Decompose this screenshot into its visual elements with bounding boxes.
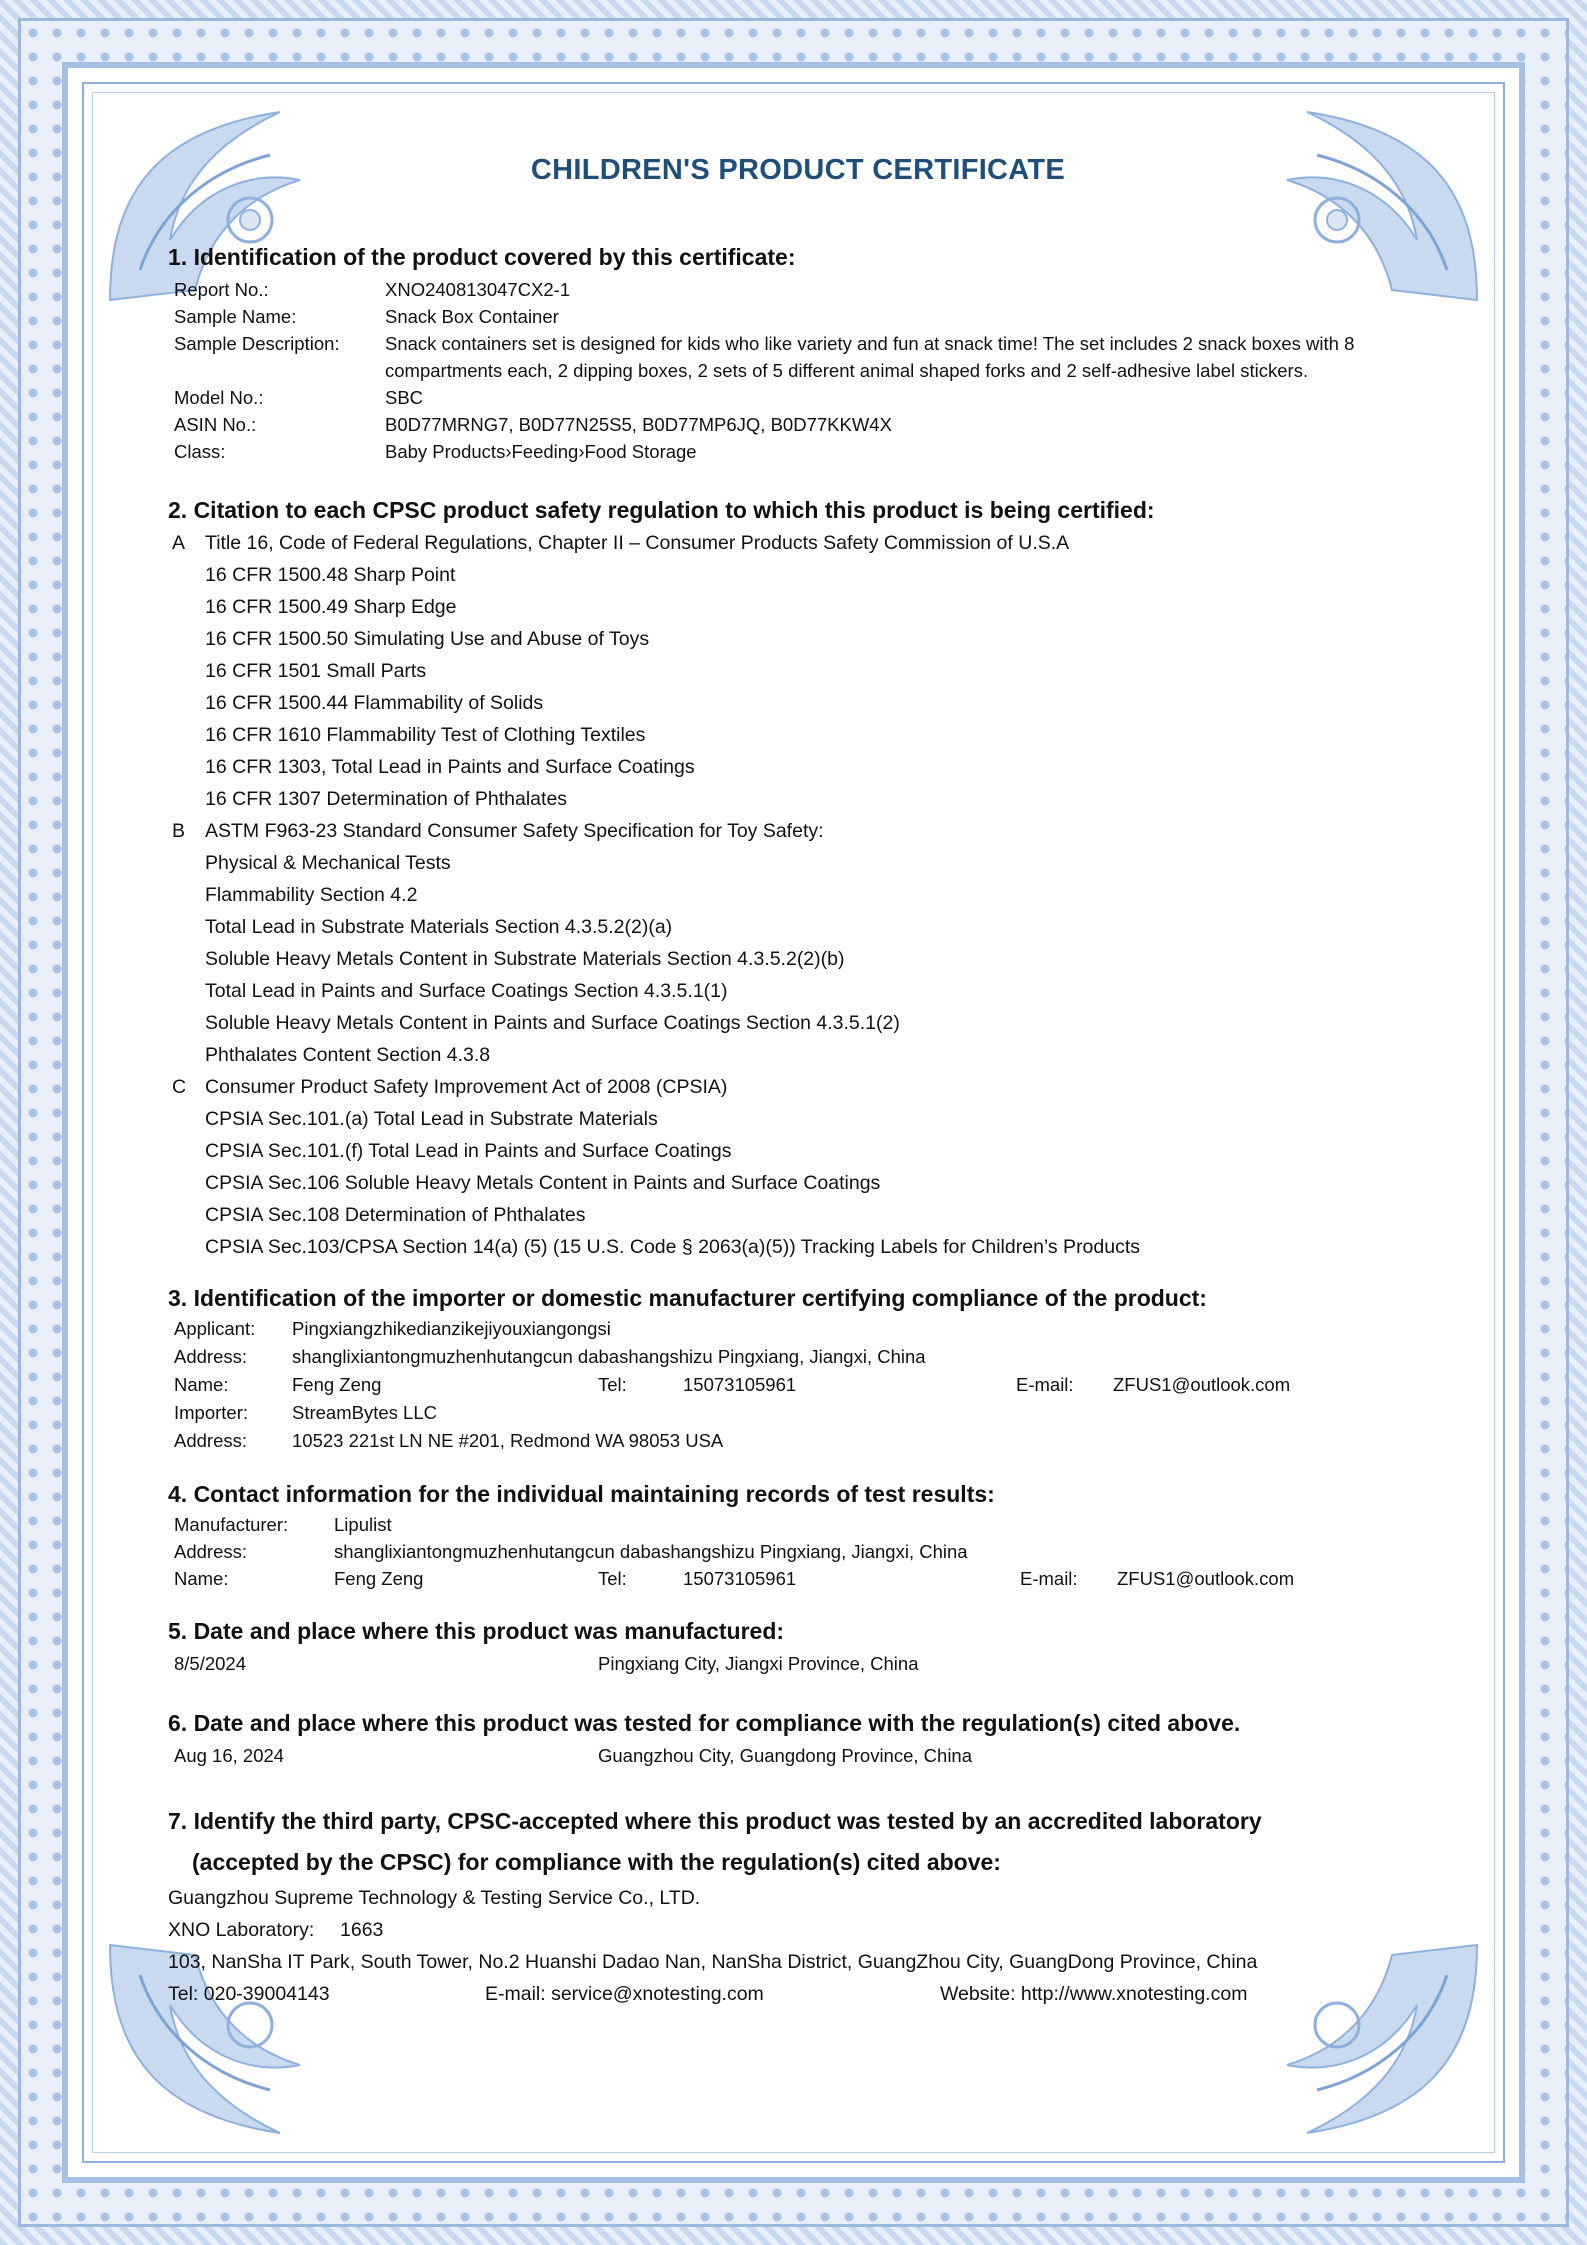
regulation-item: 16 CFR 1500.50 Simulating Use and Abuse of Toys [205,628,650,650]
regulation-group-c [168,1071,1428,1103]
records-contact-row [168,1565,1428,1592]
tel-label: Tel: [598,1568,627,1589]
report-number: XNO240813047CX2-1 [385,279,571,300]
lab-name: Guangzhou Supreme Technology & Testing Service Co., LTD. [168,1887,701,1909]
regulation-item: 16 CFR 1500.48 Sharp Point [205,564,456,586]
regulation-item: Soluble Heavy Metals Content in Substrate Materials Section 4.3.5.2(2)(b) [205,948,845,970]
lab-number: 1663 [340,1919,384,1941]
regulation-item: Physical & Mechanical Tests [205,852,451,874]
lab-address: 103, NanSha IT Park, South Tower, No.2 Huanshi Dadao Nan, NanSha District, GuangZhou City, GuangDong Province, China [168,1951,1258,1973]
field-label: Address: [174,1430,248,1451]
sample-description-row [168,330,1428,384]
applicant-name: Pingxiangzhikedianzikejiyouxiangongsi [292,1318,611,1339]
section-5-heading: 5. Date and place where this product was manufactured: [168,1618,785,1644]
class-row [168,438,1428,465]
lab-tel: Tel: 020-39004143 [168,1983,330,2005]
regulation-item: 16 CFR 1500.49 Sharp Edge [205,596,457,618]
importer-address-row [168,1427,1428,1455]
section-6-heading: 6. Date and place where this product was tested for compliance with the regulation(s) cited above. [168,1710,1241,1736]
regulation-item: 16 CFR 1610 Flammability Test of Clothing Textiles [205,724,646,746]
group-title: Title 16, Code of Federal Regulations, Chapter II – Consumer Products Safety Commission of U.S.A [205,532,1070,554]
importer-address: 10523 221st LN NE #201, Redmond WA 98053 USA [292,1430,724,1451]
field-label: Class: [174,441,226,462]
section-1-heading: 1. Identification of the product covered by this certificate: [168,244,796,270]
asin-numbers: B0D77MRNG7, B0D77N25S5, B0D77MP6JQ, B0D77KKW4X [385,414,892,435]
regulation-item: Total Lead in Substrate Materials Section 4.3.5.2(2)(a) [205,916,673,938]
manufacture-date: 8/5/2024 [174,1653,247,1674]
contact-name: Feng Zeng [292,1374,382,1395]
regulation-item: 16 CFR 1303, Total Lead in Paints and Surface Coatings [205,756,695,778]
tel-number: 15073105961 [683,1568,797,1589]
tel-number: 15073105961 [683,1374,797,1395]
applicant-row [168,1315,1428,1343]
lab-website: Website: http://www.xnotesting.com [940,1983,1248,2005]
section-7-heading: 7. Identify the third party, CPSC-accepted where this product was tested by an accredited laboratory [168,1808,1262,1834]
test-date: Aug 16, 2024 [174,1745,285,1766]
regulation-item: CPSIA Sec.103/CPSA Section 14(a) (5) (15 U.S. Code § 2063(a)(5)) Tracking Labels for Children’s Products [205,1236,1141,1258]
group-letter: C [172,1076,187,1098]
model-no-row [168,384,1428,411]
importer-name: StreamBytes LLC [292,1402,437,1423]
field-label: Address: [174,1541,248,1562]
field-label: Importer: [174,1402,249,1423]
group-letter: A [172,532,186,554]
manufacturer-row [168,1511,1428,1538]
regulation-item: CPSIA Sec.101.(a) Total Lead in Substrate Materials [205,1108,658,1130]
group-title: Consumer Product Safety Improvement Act of 2008 (CPSIA) [205,1076,728,1098]
contact-row [168,1371,1428,1399]
email-label: E-mail: [1016,1374,1074,1395]
section-3-heading: 3. Identification of the importer or domestic manufacturer certifying compliance of the product: [168,1285,1207,1311]
manufacturer-address-row [168,1538,1428,1565]
field-label: Address: [174,1346,248,1367]
regulation-item: Total Lead in Paints and Surface Coatings Section 4.3.5.1(1) [205,980,728,1002]
regulation-group-b [168,815,1428,847]
section-2-heading: 2. Citation to each CPSC product safety regulation to which this product is being certified: [168,497,1155,523]
manufacturer-name: Lipulist [334,1514,392,1535]
section-7-heading-continued: (accepted by the CPSC) for compliance with the regulation(s) cited above: [192,1849,1001,1875]
email-label: E-mail: [1020,1568,1078,1589]
asin-row [168,411,1428,438]
lab-label: XNO Laboratory: [168,1919,315,1941]
applicant-address-row [168,1343,1428,1371]
regulation-item: CPSIA Sec.101.(f) Total Lead in Paints and Surface Coatings [205,1140,732,1162]
regulation-item: Soluble Heavy Metals Content in Paints and Surface Coatings Section 4.3.5.1(2) [205,1012,900,1034]
importer-row [168,1399,1428,1427]
sample-name: Snack Box Container [385,306,559,327]
field-label: Report No.: [174,279,269,300]
regulation-item: CPSIA Sec.106 Soluble Heavy Metals Content in Paints and Surface Coatings [205,1172,881,1194]
product-class: Baby Products›Feeding›Food Storage [385,441,697,462]
field-label: Model No.: [174,387,264,408]
regulation-item: 16 CFR 1500.44 Flammability of Solids [205,692,544,714]
field-label: ASIN No.: [174,414,257,435]
field-label: Sample Description: [174,333,340,354]
model-number: SBC [385,387,424,408]
email-address: ZFUS1@outlook.com [1113,1374,1291,1395]
test-place: Guangzhou City, Guangdong Province, China [598,1745,973,1766]
lab-name-row [168,1882,1428,1914]
regulation-item: Phthalates Content Section 4.3.8 [205,1044,491,1066]
test-date-row [168,1740,1428,1772]
field-label: Applicant: [174,1318,256,1339]
manufacture-date-row [168,1648,1428,1680]
report-no-row [168,276,1428,303]
field-label: Sample Name: [174,306,297,327]
group-title: ASTM F963-23 Standard Consumer Safety Specification for Toy Safety: [205,820,824,842]
regulation-item: 16 CFR 1307 Determination of Phthalates [205,788,568,810]
group-letter: B [172,820,186,842]
field-label: Name: [174,1568,229,1589]
field-label: Manufacturer: [174,1514,289,1535]
regulation-group-a [168,527,1428,559]
contact-name: Feng Zeng [334,1568,424,1589]
regulation-item: Flammability Section 4.2 [205,884,418,906]
regulation-item: CPSIA Sec.108 Determination of Phthalates [205,1204,586,1226]
lab-address-row [168,1946,1428,1978]
lab-contact-row [168,1978,1428,2010]
lab-number-row [168,1914,1428,1946]
applicant-address: shanglixiantongmuzhenhutangcun dabashangshizu Pingxiang, Jiangxi, China [292,1346,926,1367]
manufacturer-address: shanglixiantongmuzhenhutangcun dabashangshizu Pingxiang, Jiangxi, China [334,1541,968,1562]
regulation-item: 16 CFR 1501 Small Parts [205,660,427,682]
manufacture-place: Pingxiang City, Jiangxi Province, China [598,1653,919,1674]
page-title: CHILDREN'S PRODUCT CERTIFICATE [530,154,1066,186]
tel-label: Tel: [598,1374,627,1395]
lab-email: E-mail: service@xnotesting.com [485,1983,764,2005]
sample-description: Snack containers set is designed for kids who like variety and fun at snack time! The set includes 2 snack boxes with 8 compartments each, 2 dipping boxes, 2 sets of 5 different animal shaped forks and 2 self-adhesive label stickers. [385,333,1355,381]
sample-name-row [168,303,1428,330]
certificate-content [168,148,1428,2010]
section-4-heading: 4. Contact information for the individual maintaining records of test results: [168,1481,995,1507]
email-address: ZFUS1@outlook.com [1117,1568,1295,1589]
field-label: Name: [174,1374,229,1395]
